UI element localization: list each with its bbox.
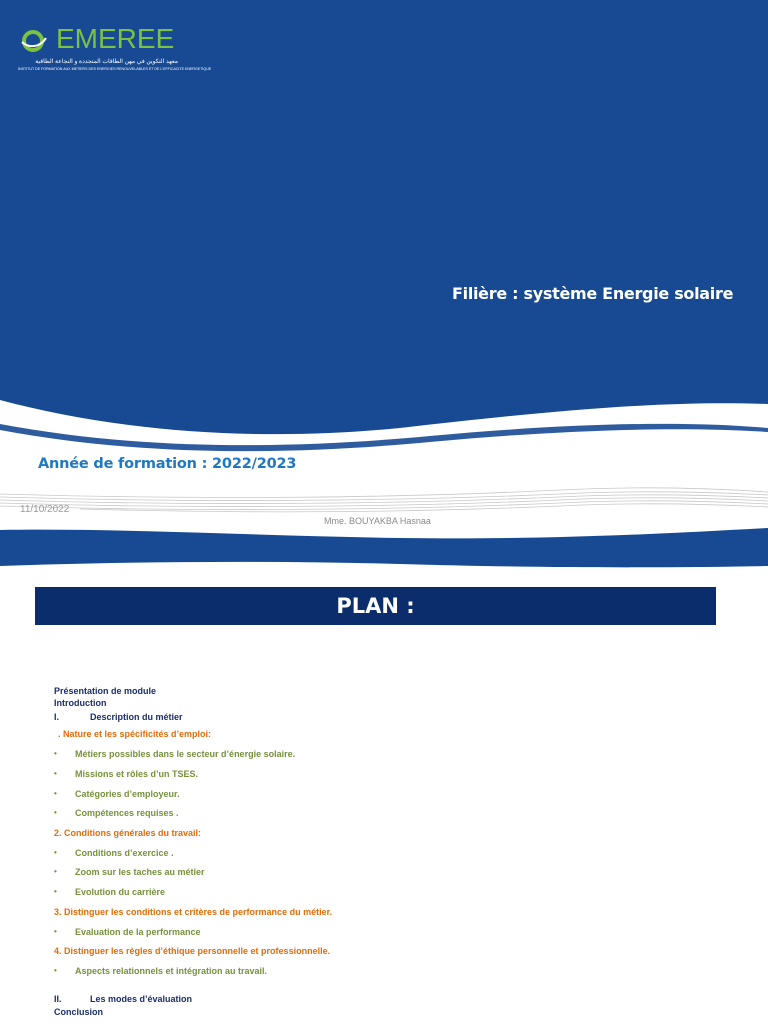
- slide-author: Mme. BOUYAKBA Hasnaa: [324, 516, 431, 526]
- logo-wordmark: EMEREE: [56, 23, 175, 54]
- toc-bullet-text: Conditions d’exercice .: [75, 848, 174, 858]
- toc-bullet-text: Compétences requises .: [75, 808, 179, 818]
- bullet-icon: •: [54, 769, 57, 778]
- bullet-icon: •: [54, 848, 57, 857]
- bullet-icon: •: [54, 789, 57, 798]
- bullet-icon: •: [54, 749, 57, 758]
- toc-section-2: 2. Conditions générales du travail:: [54, 828, 202, 838]
- toc-section-1: . Nature et les spécificités d’emploi:: [58, 729, 212, 739]
- toc-section-4: 4. Distinguer les règles d’éthique personnelle et professionnelle.: [54, 946, 331, 956]
- toc-introduction: Introduction: [54, 698, 107, 708]
- toc-bullet-text: Métiers possibles dans le secteur d’énergie solaire.: [75, 749, 296, 759]
- toc-section-3: 3. Distinguer les conditions et critères de performance du métier.: [54, 907, 333, 917]
- emeree-logo: [18, 23, 212, 76]
- logo-swoosh-icon: [18, 26, 48, 56]
- toc-part-1-label: Description du métier: [90, 712, 183, 722]
- toc-part-1: [54, 711, 183, 723]
- toc-part-1-number: I.: [54, 712, 60, 722]
- toc-presentation: Présentation de module: [54, 686, 157, 696]
- plan-title: PLAN :: [336, 594, 415, 618]
- slide-date: 11/10/2022: [20, 504, 70, 515]
- bullet-icon: •: [54, 927, 57, 936]
- toc-part-2: [54, 993, 192, 1005]
- toc-bullet-text: Aspects relationnels et intégration au travail.: [75, 966, 268, 976]
- bullet-icon: •: [54, 808, 57, 817]
- bullet-icon: •: [54, 887, 57, 896]
- training-year: Année de formation : 2022/2023: [38, 456, 297, 472]
- bullet-icon: •: [54, 867, 57, 876]
- toc-part-2-label: Les modes d’évaluation: [90, 994, 193, 1004]
- bullet-icon: •: [54, 966, 57, 975]
- toc-bullet-text: Catégories d’employeur.: [75, 789, 180, 799]
- plan-header-bar: [35, 587, 716, 625]
- logo-arabic-text: معهد التكوين في مهن الطاقات المتجددة و النجاعة الطاقية: [35, 59, 178, 65]
- logo-french-text: INSTITUT DE FORMATION AUX METIERS DES ENERGIES RENOUVELABLES ET DE L'EFFICACITE ENERGETIQUE: [18, 67, 212, 71]
- toc-part-2-number: II.: [54, 994, 62, 1004]
- toc-bullet-text: Evolution du carrière: [75, 887, 166, 897]
- toc-bullet-text: Missions et rôles d’un TSES.: [75, 769, 199, 779]
- toc-conclusion: Conclusion: [54, 1007, 103, 1017]
- toc-bullet-text: Zoom sur les taches au métier: [75, 867, 205, 877]
- toc-bullet-text: Evaluation de la performance: [75, 927, 201, 937]
- filiere-title: Filière : système Energie solaire: [452, 284, 734, 303]
